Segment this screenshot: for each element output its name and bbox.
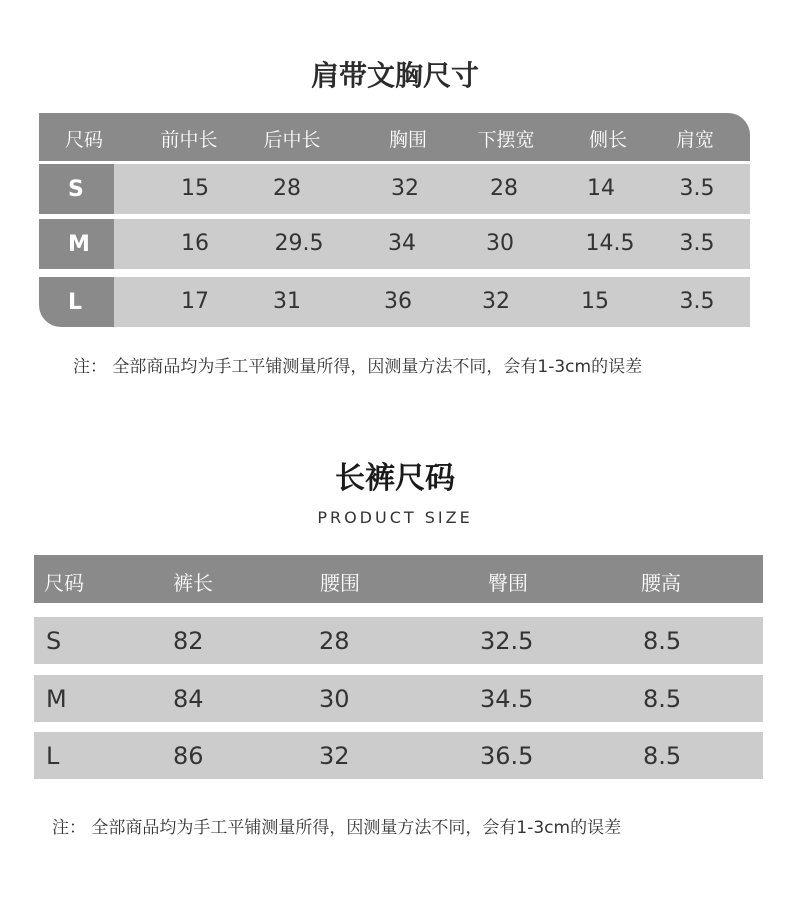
- table-cell: 34.5: [480, 685, 534, 713]
- bra-header-front-length: 前中长: [160, 129, 218, 151]
- table-cell: 14: [587, 176, 615, 201]
- table-cell: 82: [173, 627, 204, 655]
- pants-size-title: 长裤尺码: [335, 461, 455, 496]
- table-cell: 3.5: [679, 289, 715, 314]
- table-row: [39, 164, 750, 214]
- table-row: [39, 219, 750, 269]
- bra-table-header: [39, 113, 750, 161]
- pants-size-subtitle: PRODUCT SIZE: [317, 508, 473, 527]
- table-cell: 8.5: [643, 742, 682, 770]
- table-cell: 8.5: [643, 685, 682, 713]
- table-row: [34, 732, 763, 779]
- table-cell: 8.5: [643, 627, 682, 655]
- row-size-label: M: [39, 219, 114, 269]
- table-cell: 16: [181, 231, 209, 256]
- table-cell: 32: [391, 176, 419, 201]
- pants-measurement-note: 注： 全部商品均为手工平铺测量所得，因测量方法不同，会有1-3cm的误差: [52, 818, 622, 838]
- table-cell: 15: [181, 176, 209, 201]
- table-cell: 28: [490, 176, 518, 201]
- row-size-label: L: [39, 277, 114, 327]
- row-size-label: M: [46, 685, 67, 713]
- bra-measurement-note: 注： 全部商品均为手工平铺测量所得，因测量方法不同，会有1-3cm的误差: [73, 357, 643, 377]
- row-size-label: L: [46, 742, 60, 770]
- pants-header-rise: 腰高: [641, 571, 681, 595]
- table-cell: 86: [173, 742, 204, 770]
- bra-size-title: 肩带文胸尺寸: [310, 59, 479, 92]
- bra-header-back-length: 后中长: [263, 129, 321, 151]
- row-size-label: S: [46, 627, 62, 655]
- table-cell: 3.5: [679, 176, 715, 201]
- bra-header-shoulder-width: 肩宽: [675, 129, 715, 151]
- pants-header-size: 尺码: [44, 571, 84, 595]
- table-cell: 28: [319, 627, 350, 655]
- table-cell: 36: [384, 289, 412, 314]
- pants-header-hip: 臀围: [488, 571, 528, 595]
- table-cell: 15: [581, 289, 609, 314]
- table-cell: 28: [273, 176, 301, 201]
- pants-header-length: 裤长: [173, 571, 213, 595]
- table-cell: 3.5: [679, 231, 715, 256]
- table-row: [34, 675, 763, 722]
- table-cell: 32: [482, 289, 510, 314]
- table-cell: 31: [273, 289, 301, 314]
- table-cell: 30: [319, 685, 350, 713]
- table-cell: 84: [173, 685, 204, 713]
- bra-header-hem-width: 下摆宽: [477, 129, 535, 151]
- bra-header-side-length: 侧长: [588, 129, 628, 151]
- table-cell: 17: [181, 289, 209, 314]
- bra-header-bust: 胸围: [388, 129, 428, 151]
- table-cell: 29.5: [274, 231, 324, 256]
- pants-table-header: [34, 555, 763, 603]
- table-cell: 32.5: [480, 627, 534, 655]
- table-cell: 30: [486, 231, 514, 256]
- pants-header-waist: 腰围: [320, 571, 360, 595]
- bra-header-size: 尺码: [65, 129, 104, 151]
- table-cell: 32: [319, 742, 350, 770]
- table-cell: 14.5: [585, 231, 635, 256]
- table-cell: 36.5: [480, 742, 534, 770]
- table-row: [34, 617, 763, 664]
- table-row: [39, 277, 750, 327]
- row-size-label: S: [39, 164, 114, 214]
- table-cell: 34: [388, 231, 416, 256]
